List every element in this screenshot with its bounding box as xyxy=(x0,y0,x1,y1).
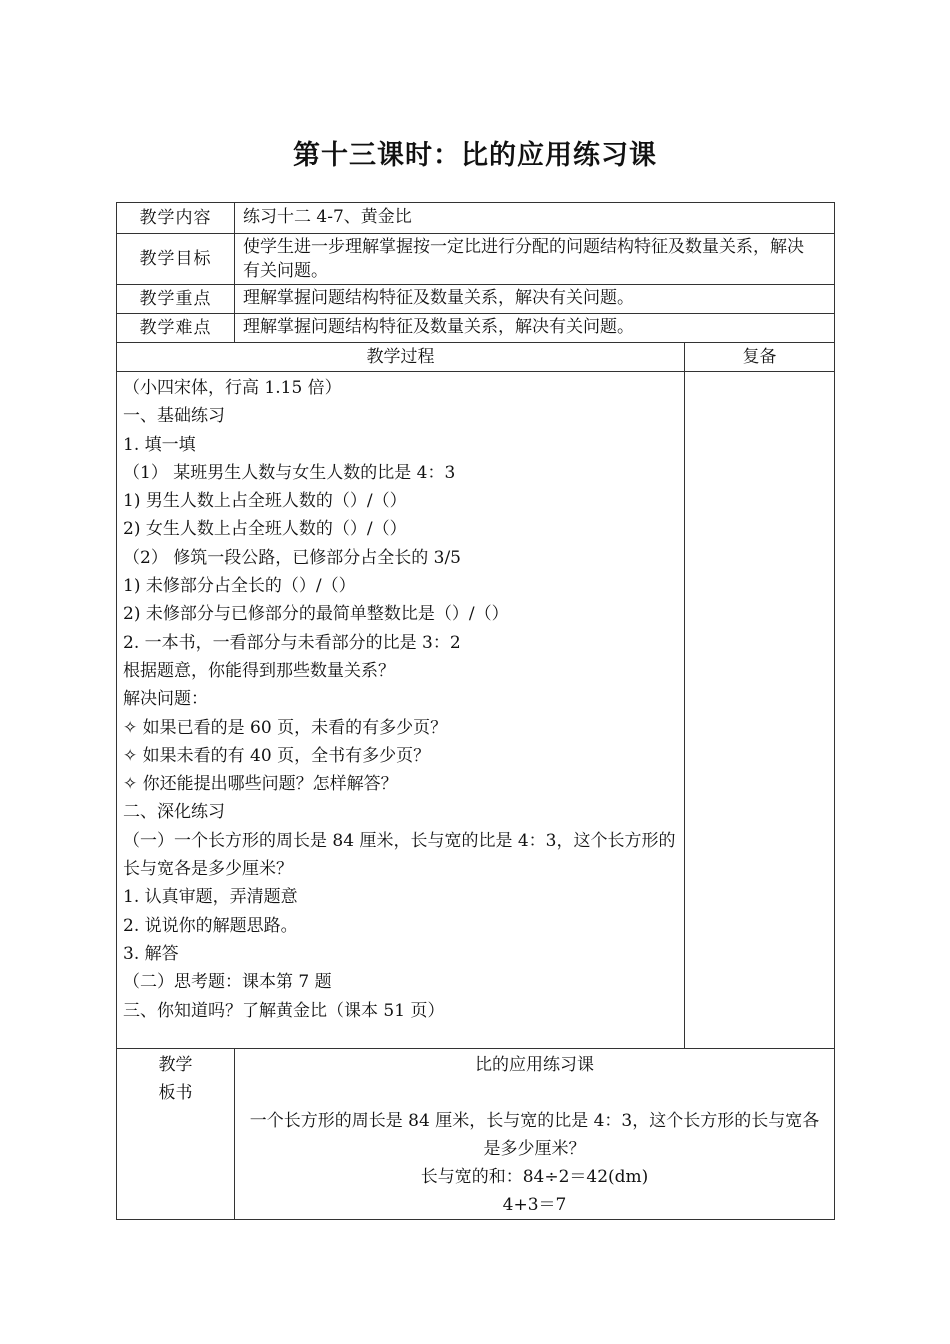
row-teaching-goal xyxy=(117,234,835,285)
row-key-points xyxy=(117,285,835,314)
label-difficulties: 教学难点 xyxy=(117,314,235,343)
row-process-body xyxy=(117,372,835,1049)
bullet-line: ✧ 你还能提出哪些问题？怎样解答？ xyxy=(123,774,398,795)
label-teaching-content: 教学内容 xyxy=(117,203,235,234)
board-label xyxy=(117,1049,235,1220)
value-teaching-goal: 使学生进一步理解掌握按一定比进行分配的问题结构特征及数量关系，解决有关问题。 xyxy=(235,234,835,285)
bullet-line: ✧ 如果已看的是 60 页，未看的有多少页？ xyxy=(123,717,448,738)
value-difficulties: 理解掌握问题结构特征及数量关系，解决有关问题。 xyxy=(235,314,835,343)
board-label-line: 板书 xyxy=(158,1083,193,1103)
process-line: 根据题意，你能得到那些数量关系？ xyxy=(123,660,395,681)
board-problem: 一个长方形的周长是 84 厘米，长与宽的比是 4：3，这个长方形的长与宽各是多少厘米？ xyxy=(249,1111,820,1159)
bullet-line: ✧ 如果未看的有 40 页，全书有多少页？ xyxy=(123,745,431,766)
process-line: 三、你知道吗？了解黄金比（课本 51 页） xyxy=(123,1000,445,1021)
notes-header: 复备 xyxy=(685,343,835,372)
row-board xyxy=(117,1049,835,1220)
process-line: （小四宋体，行高 1.15 倍） xyxy=(123,378,342,398)
value-key-points: 理解掌握问题结构特征及数量关系，解决有关问题。 xyxy=(235,285,835,314)
process-header: 教学过程 xyxy=(117,343,685,372)
row-difficulties xyxy=(117,314,835,343)
lesson-plan-table xyxy=(116,202,834,1220)
process-line: 2) 女生人数上占全班人数的（）/（） xyxy=(123,519,407,540)
process-content xyxy=(117,372,685,1049)
board-content xyxy=(235,1049,835,1220)
process-line: 1. 填一填 xyxy=(123,434,196,455)
process-line: （1） 某班男生人数与女生人数的比是 4：3 xyxy=(123,462,456,483)
board-step-2: 4+3＝7 xyxy=(502,1195,567,1215)
page-title: 第十三课时：比的应用练习课 xyxy=(293,140,657,171)
notes-content xyxy=(685,372,835,1049)
process-line: 3. 解答 xyxy=(123,943,179,964)
board-step-1: 长与宽的和：84÷2＝42(dm) xyxy=(420,1167,649,1187)
board-title: 比的应用练习课 xyxy=(475,1055,594,1075)
board-spacer xyxy=(245,1079,824,1107)
process-line: 1) 未修部分占全长的（）/（） xyxy=(123,576,356,597)
process-line: 1) 男生人数上占全班人数的（）/（） xyxy=(123,491,407,512)
row-process-header xyxy=(117,343,835,372)
process-line: （2） 修筑一段公路，已修部分占全长的 3/5 xyxy=(123,547,461,568)
process-line: 解决问题： xyxy=(123,689,208,710)
process-line: （一）一个长方形的周长是 84 厘米，长与宽的比是 4：3，这个长方形的长与宽各是多少厘米？ xyxy=(123,830,676,880)
label-teaching-goal: 教学目标 xyxy=(117,234,235,285)
process-line: 二、深化练习 xyxy=(123,802,225,823)
board-label-line: 教学 xyxy=(158,1055,193,1075)
process-line: 2) 未修部分与已修部分的最简单整数比是（）/（） xyxy=(123,604,509,625)
process-line: 2. 一本书，一看部分与未看部分的比是 3：2 xyxy=(123,632,461,653)
label-key-points: 教学重点 xyxy=(117,285,235,314)
process-line: 2. 说说你的解题思路。 xyxy=(123,915,298,936)
value-teaching-content: 练习十二 4-7、黄金比 xyxy=(235,203,835,234)
process-line: 1. 认真审题，弄清题意 xyxy=(123,887,298,908)
process-line: （二）思考题：课本第 7 题 xyxy=(123,972,332,993)
process-line: 一、基础练习 xyxy=(123,406,225,427)
row-teaching-content xyxy=(117,203,835,234)
